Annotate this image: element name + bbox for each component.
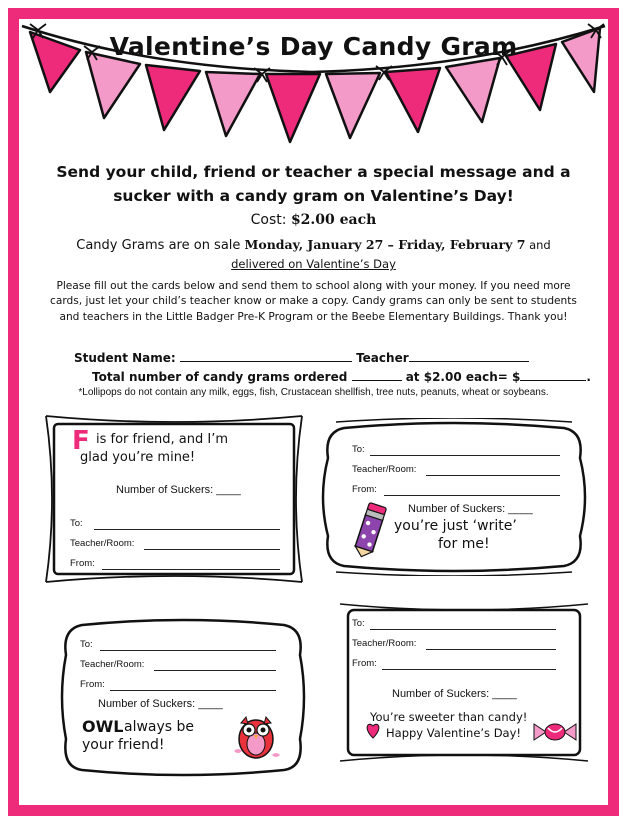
teacher-room-field[interactable]	[426, 475, 560, 476]
instructions: Please fill out the cards below and send them to school along with your money. If you need more cards, just let your child’s teacher know or make a copy. Candy grams can only be sent to students and teachers in the Little Badger Pre-K Program or the Beebe Elementary Buildings. Thank you!	[50, 280, 577, 323]
write-line-1: you’re just ‘write’	[394, 518, 517, 534]
sale-dates: Monday, January 27 – Friday, February 7	[244, 237, 526, 252]
total-line	[92, 369, 591, 384]
sale-line	[30, 237, 597, 253]
teacher-label: Teacher	[356, 351, 409, 365]
owl-word: OWL	[82, 717, 124, 736]
student-name-field[interactable]	[180, 350, 352, 362]
teacher-room-label: Teacher/Room:	[352, 464, 417, 475]
card-owl	[54, 615, 312, 780]
candy-icon	[532, 720, 578, 744]
to-field[interactable]	[370, 629, 556, 630]
owl-line-2: your friend!	[82, 737, 165, 753]
cost-value: $2.00 each	[290, 212, 377, 228]
from-field[interactable]	[102, 569, 280, 570]
to-label: To:	[352, 618, 365, 629]
teacher-room-field[interactable]	[154, 670, 276, 671]
period: .	[586, 370, 591, 384]
big-f-letter: F	[72, 426, 90, 456]
card-friend	[40, 410, 308, 588]
allergy-note: *Lollipops do not contain any milk, eggs, fish, Crustacean shellfish, tree nuts, peanuts, wheat or soybeans.	[78, 387, 549, 398]
to-label: To:	[352, 444, 365, 455]
from-label: From:	[80, 679, 105, 690]
to-label: To:	[80, 639, 93, 650]
candy-line-2: Happy Valentine’s Day!	[386, 726, 522, 740]
teacher-room-field[interactable]	[426, 649, 556, 650]
candy-line-1: You’re sweeter than candy!	[370, 710, 528, 724]
pencil-icon	[352, 502, 388, 558]
owl-icon	[232, 711, 280, 761]
delivered-note: delivered on Valentine’s Day	[231, 257, 396, 271]
write-line-2: for me!	[438, 536, 490, 552]
teacher-room-label: Teacher/Room:	[352, 638, 417, 649]
owl-line-1: always be	[124, 719, 195, 735]
to-field[interactable]	[94, 529, 280, 530]
sale-prefix: Candy Grams are on sale	[76, 238, 245, 253]
suckers-label: Number of Suckers: ____	[116, 484, 241, 496]
from-field[interactable]	[382, 669, 556, 670]
suckers-label: Number of Suckers: ____	[98, 698, 223, 710]
friend-line-1: is for friend, and I’m	[96, 432, 229, 447]
from-label: From:	[352, 658, 377, 669]
cost-line	[30, 212, 597, 228]
bunting-banner	[0, 0, 627, 160]
total-label: Total number of candy grams ordered	[92, 370, 348, 384]
total-count-field[interactable]	[352, 369, 402, 381]
teacher-room-field[interactable]	[144, 549, 280, 550]
page-title: Valentine’s Day Candy Gram	[109, 32, 518, 61]
to-field[interactable]	[370, 455, 560, 456]
candy-icon	[362, 723, 384, 741]
card-candy	[336, 600, 592, 765]
teacher-field[interactable]	[409, 350, 529, 362]
sale-suffix: and	[525, 238, 551, 252]
student-label: Student Name:	[74, 351, 176, 365]
student-line	[74, 350, 529, 365]
suckers-label: Number of Suckers: ____	[408, 503, 533, 515]
suckers-label: Number of Suckers: ____	[392, 688, 517, 700]
total-amount-field[interactable]	[520, 369, 586, 381]
teacher-room-label: Teacher/Room:	[70, 538, 135, 549]
cost-label: Cost:	[250, 212, 291, 228]
from-label: From:	[352, 484, 377, 495]
card-write	[314, 418, 594, 576]
from-label: From:	[70, 558, 95, 569]
to-field[interactable]	[100, 650, 276, 651]
teacher-room-label: Teacher/Room:	[80, 659, 145, 670]
to-label: To:	[70, 518, 83, 529]
from-field[interactable]	[384, 495, 560, 496]
subtitle-line-1: Send your child, friend or teacher a special message and a	[56, 163, 571, 181]
from-field[interactable]	[110, 690, 276, 691]
subtitle-line-2: sucker with a candy gram on Valentine’s Day!	[113, 187, 514, 205]
friend-line-2: glad you’re mine!	[80, 450, 196, 465]
price-label: at $2.00 each= $	[405, 370, 521, 384]
